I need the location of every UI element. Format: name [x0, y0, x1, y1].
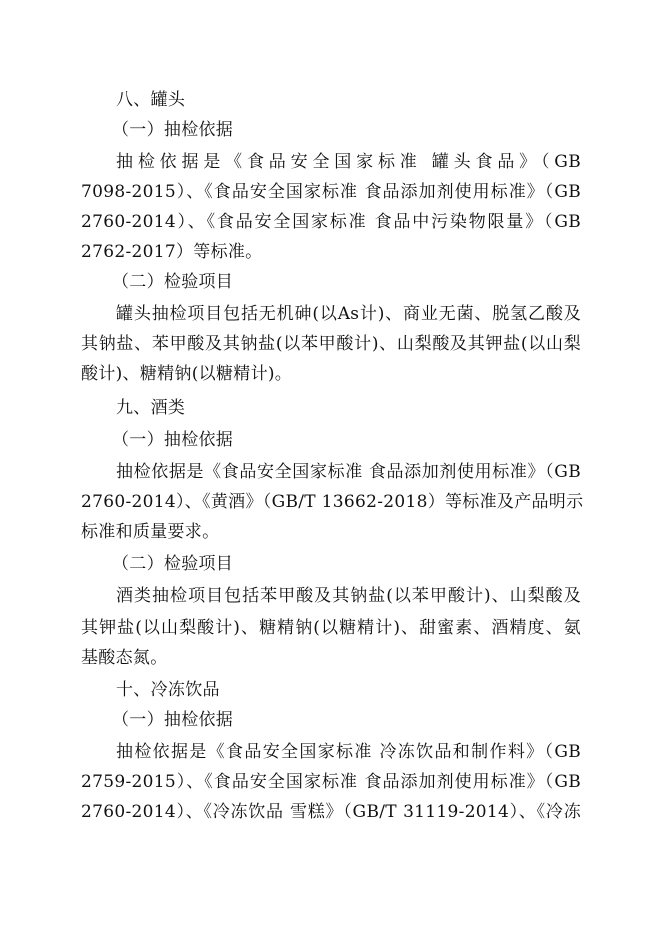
- paragraph-line: 2760-2014）、《黄酒》（GB/T 13662-2018）等标准及产品明示: [81, 492, 584, 512]
- paragraph-line: 标准和质量要求。: [81, 522, 220, 542]
- subsection-heading: （一）抽检依据: [112, 710, 234, 730]
- section-heading: 九、酒类: [116, 398, 186, 418]
- paragraph-line: 抽检依据是《食品安全国家标准 食品添加剂使用标准》（GB: [116, 462, 581, 482]
- paragraph-line: 2760-2014）、《冷冻饮品 雪糕》（GB/T 31119-2014）、《冷冻: [81, 802, 581, 822]
- paragraph-line: 7098-2015）、《食品安全国家标准 食品添加剂使用标准》（GB: [81, 182, 581, 202]
- section-heading: 十、冷冻饮品: [116, 680, 220, 700]
- section-heading: 八、罐头: [116, 90, 186, 110]
- subsection-heading: （二）检验项目: [112, 554, 234, 574]
- paragraph-line: 其钠盐、苯甲酸及其钠盐(以苯甲酸计)、山梨酸及其钾盐(以山梨: [81, 334, 581, 354]
- paragraph-line: 罐头抽检项目包括无机砷(以As计)、商业无菌、脱氢乙酸及: [116, 304, 581, 324]
- subsection-heading: （二）检验项目: [112, 272, 234, 292]
- paragraph-line: 2762-2017）等标准。: [81, 242, 263, 262]
- paragraph-line: 基酸态氮。: [81, 648, 168, 668]
- paragraph-line: 其钾盐(以山梨酸计)、糖精钠(以糖精计)、甜蜜素、酒精度、氨: [81, 618, 581, 638]
- paragraph-line: 酸计)、糖精钠(以糖精计)。: [81, 364, 293, 384]
- paragraph-line: 抽检依据是《食品安全国家标准 冷冻饮品和制作料》（GB: [116, 742, 581, 762]
- subsection-heading: （一）抽检依据: [112, 120, 234, 140]
- paragraph-line: 酒类抽检项目包括苯甲酸及其钠盐(以苯甲酸计)、山梨酸及: [116, 586, 581, 606]
- subsection-heading: （一）抽检依据: [112, 430, 234, 450]
- paragraph-line: 2759-2015）、《食品安全国家标准 食品添加剂使用标准》（GB: [81, 772, 581, 792]
- paragraph-line: 抽检依据是《食品安全国家标准 罐头食品》（GB: [116, 152, 581, 172]
- paragraph-line: 2760-2014）、《食品安全国家标准 食品中污染物限量》（GB: [81, 212, 581, 232]
